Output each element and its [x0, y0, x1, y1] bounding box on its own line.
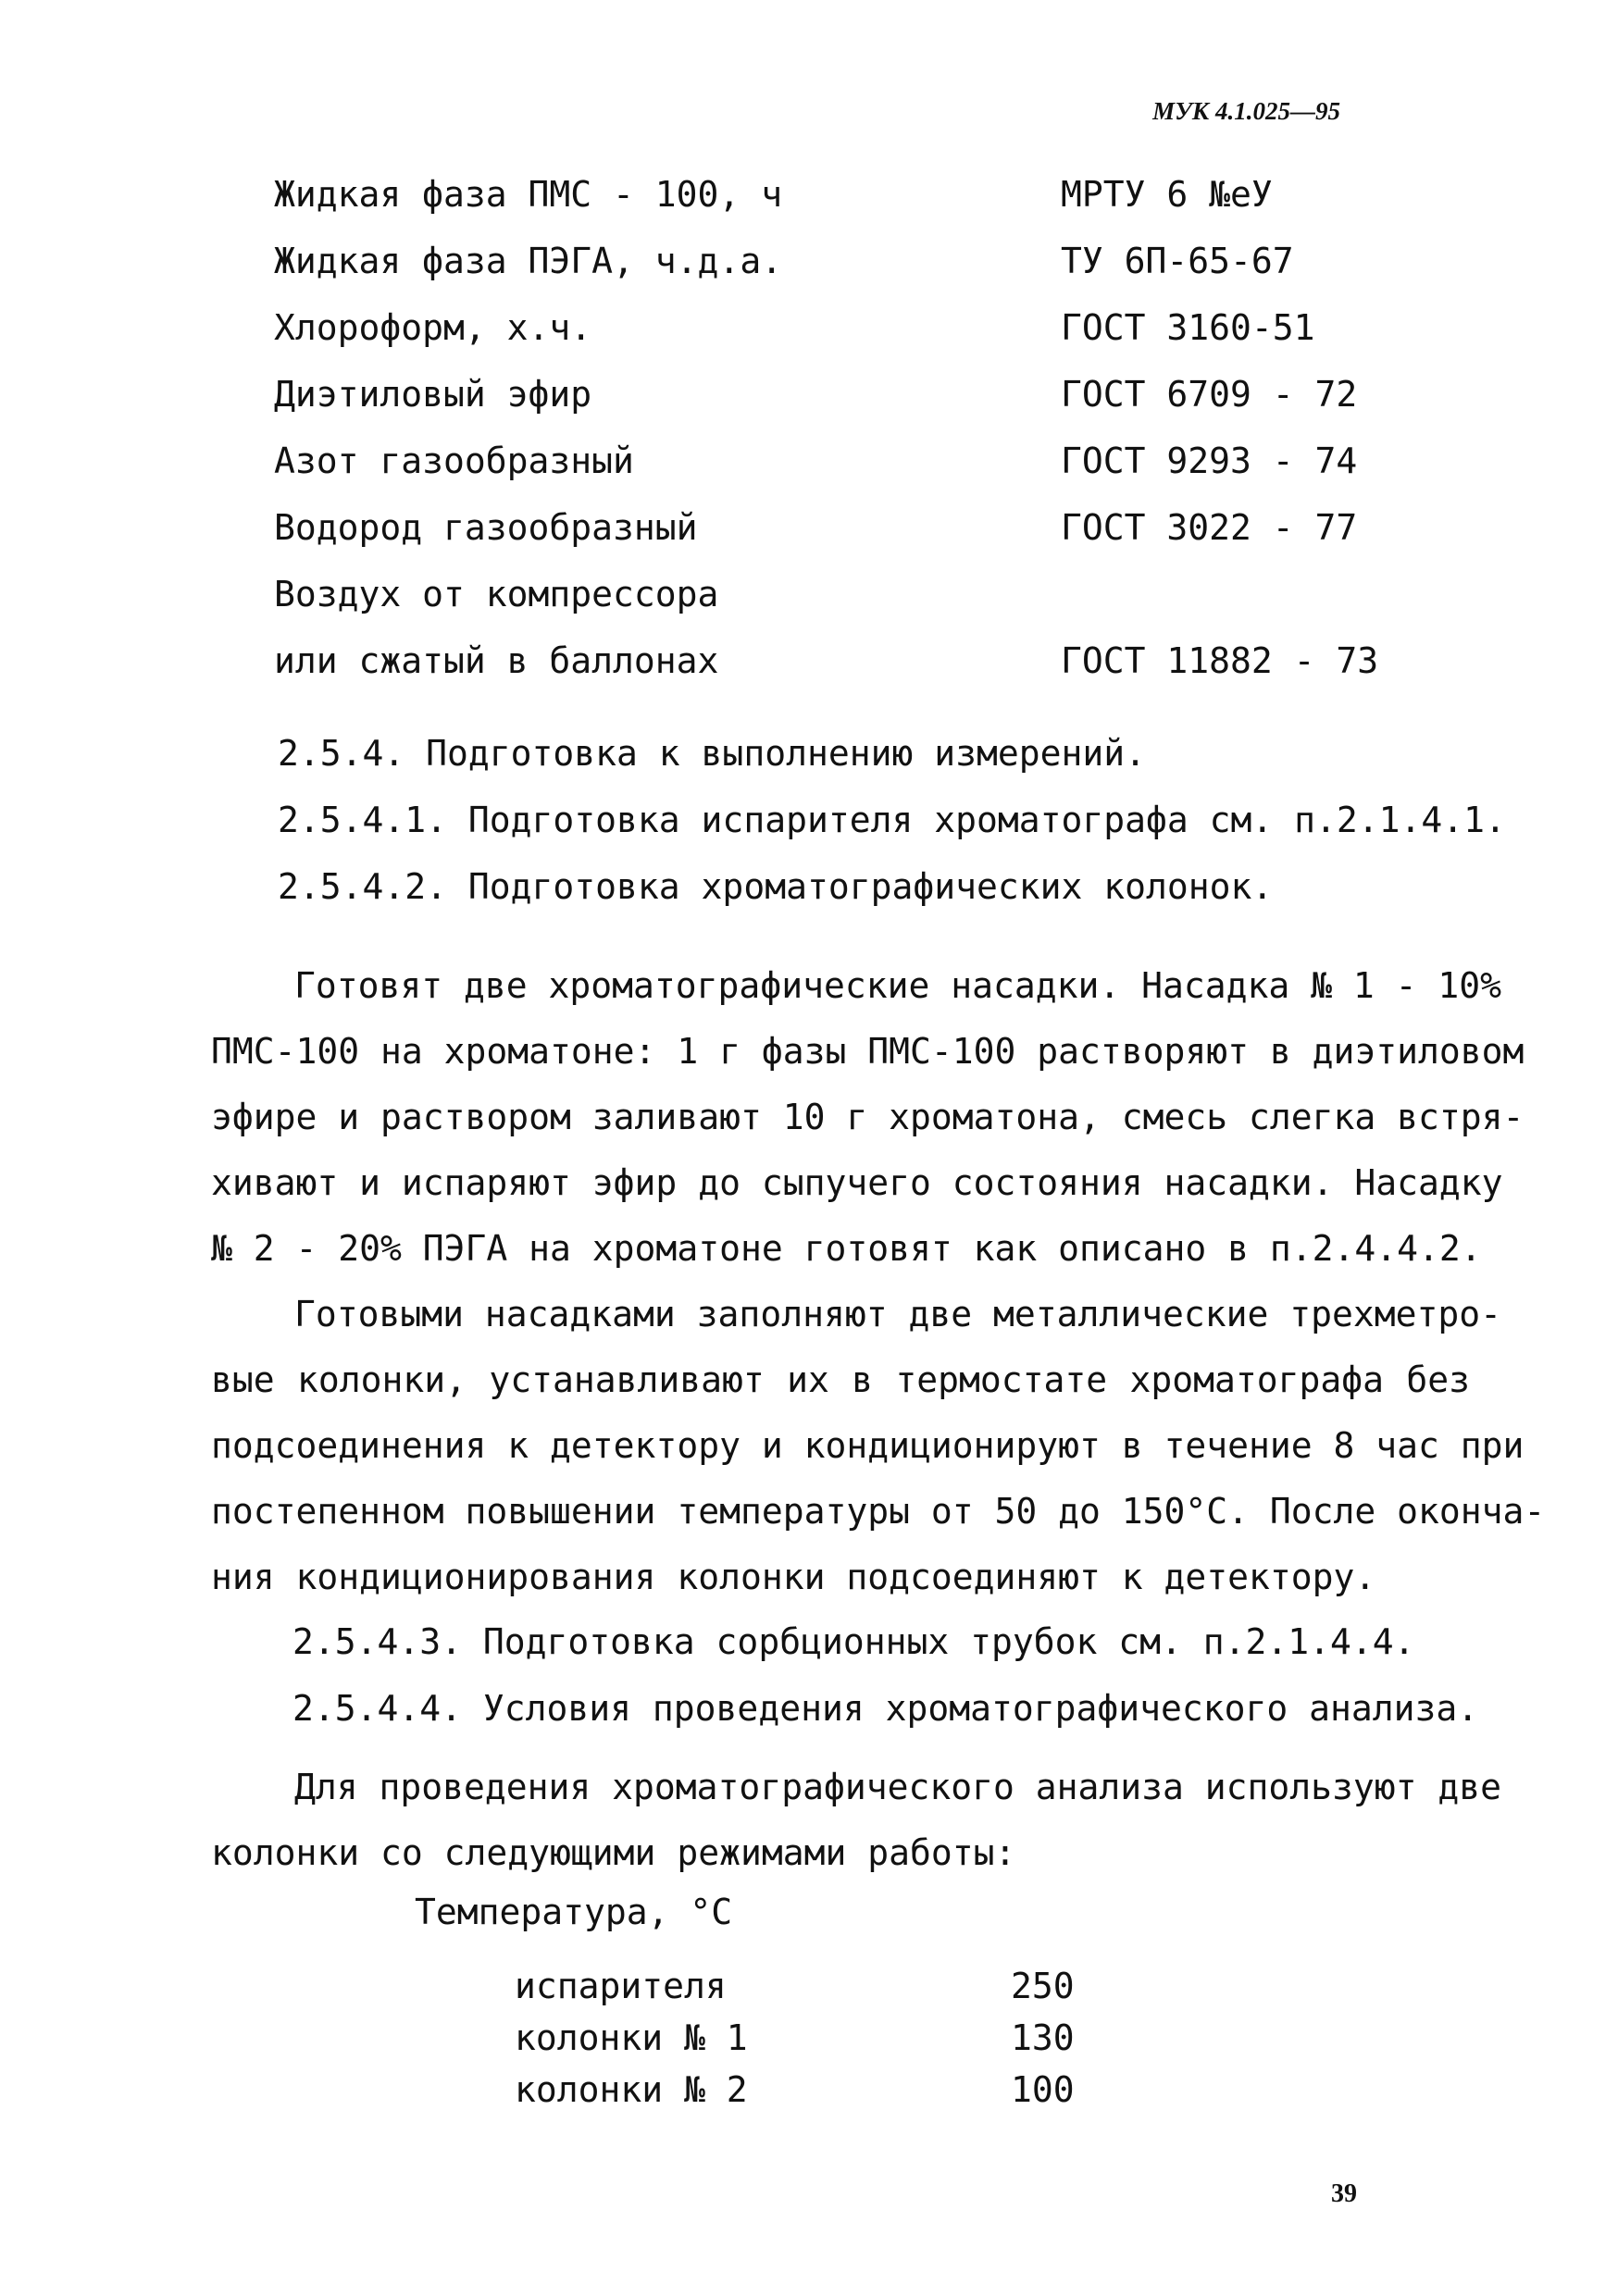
section-heading: 2.5.4.4. Условия проведения хроматографического анализа.	[292, 1688, 1479, 1729]
material-name: Водород газообразный	[274, 507, 698, 548]
conditions-title: Температура, °С	[415, 1892, 733, 1932]
paragraph	[211, 1755, 1502, 1886]
material-name: Жидкая фаза ПМС - 100, ч	[274, 174, 783, 215]
paragraph-line: Готовят две хроматографические насадки. Насадка № 1 - 10%	[294, 965, 1502, 1006]
condition-value: 250	[1011, 1966, 1075, 2006]
paragraph-line: № 2 - 20% ПЭГА на хроматоне готовят как описано в п.2.4.4.2.	[211, 1228, 1482, 1269]
material-standard: ГОСТ 3022 - 77	[1061, 507, 1358, 548]
paragraph-line: подсоединения к детектору и кондиционируют в течение 8 час при	[211, 1425, 1525, 1466]
paragraph	[211, 1282, 1546, 1610]
material-standard: ТУ 6П-65-67	[1061, 241, 1294, 281]
material-name: Азот газообразный	[274, 441, 634, 481]
material-name: Диэтиловый эфир	[274, 374, 592, 415]
paragraph-line: вые колонки, устанавливают их в термостате хроматографа без	[211, 1359, 1470, 1400]
material-standard: ГОСТ 3160-51	[1061, 307, 1315, 348]
condition-value: 130	[1011, 2017, 1075, 2058]
section-heading: 2.5.4.3. Подготовка сорбционных трубок см. п.2.1.4.4.	[292, 1621, 1415, 1662]
page-number: 39	[1331, 2179, 1357, 2208]
condition-label: колонки № 1	[515, 2017, 748, 2058]
material-standard: ГОСТ 11882 - 73	[1061, 640, 1379, 681]
material-name: или сжатый в баллонах	[274, 640, 719, 681]
paragraph-line: постепенном повышении температуры от 50 до 150°С. После оконча-	[211, 1491, 1546, 1532]
paragraph-line: Готовыми насадками заполняют две металлические трехметро-	[294, 1294, 1502, 1334]
condition-label: колонки № 2	[515, 2069, 748, 2110]
section-heading: 2.5.4.1. Подготовка испарителя хроматографа см. п.2.1.4.1.	[278, 800, 1506, 840]
condition-label: испарителя	[515, 1966, 727, 2006]
section-heading: 2.5.4. Подготовка к выполнению измерений.	[278, 733, 1146, 774]
material-name: Воздух от компрессора	[274, 574, 719, 614]
material-name: Жидкая фаза ПЭГА, ч.д.а.	[274, 241, 783, 281]
section-heading: 2.5.4.2. Подготовка хроматографических колонок.	[278, 866, 1274, 907]
paragraph-line: ния кондиционирования колонки подсоединяют к детектору.	[211, 1557, 1376, 1597]
material-name: Хлороформ, х.ч.	[274, 307, 592, 348]
material-standard: ГОСТ 9293 - 74	[1061, 441, 1358, 481]
document-code: МУК 4.1.025—95	[1152, 97, 1340, 125]
material-standard: ГОСТ 6709 - 72	[1061, 374, 1358, 415]
paragraph-line: эфире и раствором заливают 10 г хроматона, смесь слегка встря-	[211, 1097, 1525, 1137]
paragraph-line: Для проведения хроматографического анализа используют две	[294, 1767, 1502, 1807]
paragraph-line: колонки со следующими режимами работы:	[211, 1832, 1016, 1873]
paragraph-line: ПМС-100 на хроматоне: 1 г фазы ПМС-100 растворяют в диэтиловом	[211, 1031, 1525, 1072]
paragraph-line: хивают и испаряют эфир до сыпучего состояния насадки. Насадку	[211, 1162, 1503, 1203]
material-standard: МРТУ 6 №eУ	[1061, 174, 1273, 215]
paragraph	[211, 953, 1525, 1282]
condition-value: 100	[1011, 2069, 1075, 2110]
